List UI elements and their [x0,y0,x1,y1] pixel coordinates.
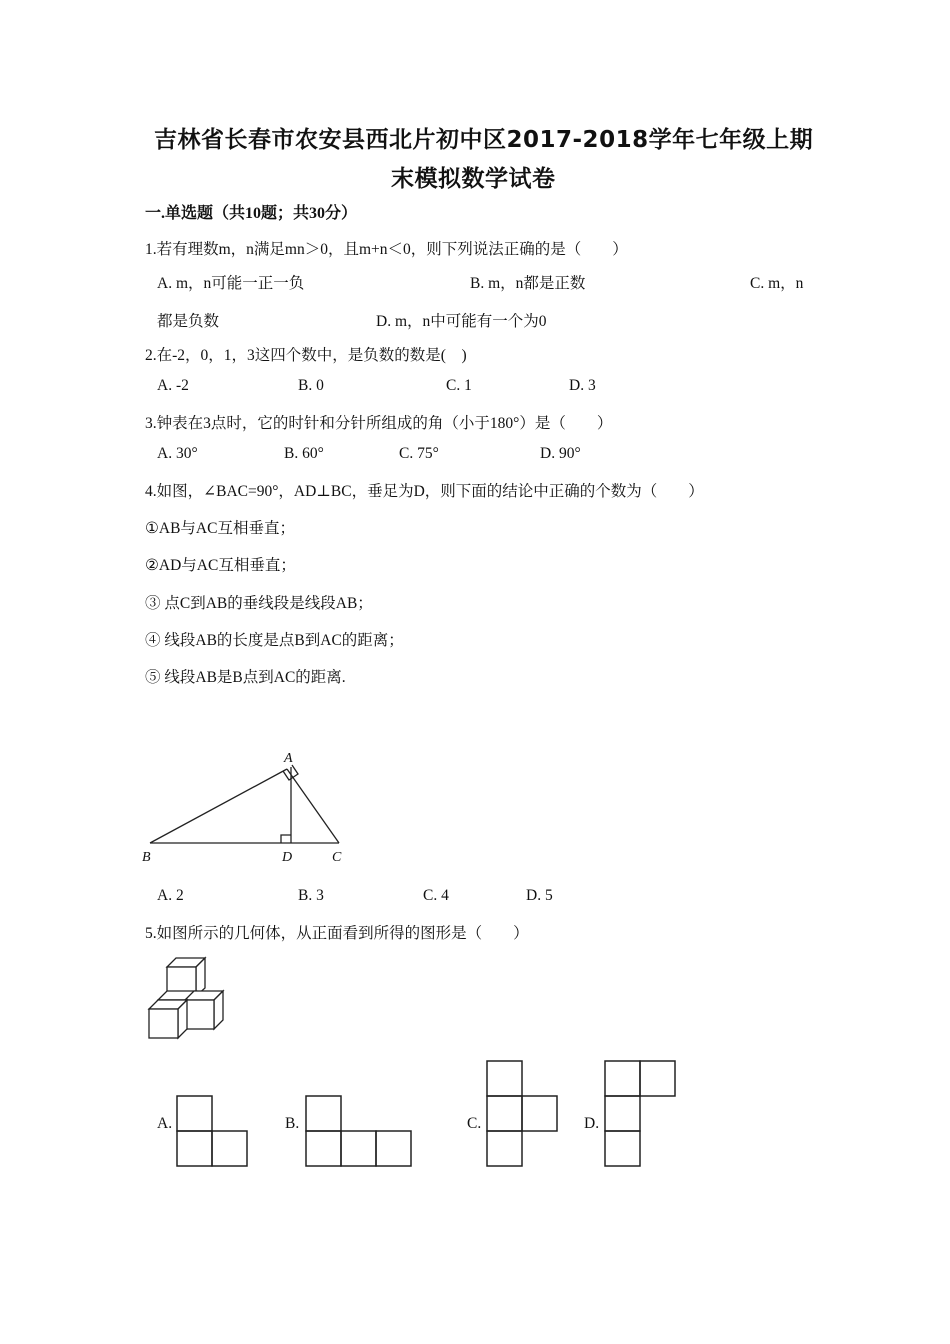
question-4-stem: 4.如图，∠BAC=90°，AD⊥BC，垂足为D，则下面的结论中正确的个数为（ ） [145,483,704,500]
question-1-option-c-cont[interactable]: 都是负数 [157,313,220,330]
question-2-option-d[interactable]: D. 3 [569,377,596,394]
question-5-option-b[interactable]: B. [285,1115,300,1132]
option-d-shape [605,1061,675,1166]
label-b: B [142,850,151,865]
label-d: D [282,850,293,865]
question-3-stem: 3.钟表在3点时，它的时针和分针所组成的角（小于180°）是（ ） [145,415,613,432]
option-c-shape [487,1061,557,1166]
question-4-statement-4: ④ 线段AB的长度是点B到AC的距离； [145,632,404,649]
question-2-option-c[interactable]: C. 1 [446,377,472,394]
question-4-option-c[interactable]: C. 4 [423,887,449,904]
question-1-option-d[interactable]: D. m，n中可能有一个为0 [376,313,547,330]
question-4-option-a[interactable]: A. 2 [157,887,184,904]
question-4-statement-2: ②AD与AC互相垂直； [145,557,296,574]
question-5-option-d[interactable]: D. [584,1115,600,1132]
label-c: C [332,850,342,865]
question-1-stem: 1.若有理数m，n满足mn＞0，且m+n＜0，则下列说法正确的是（ ） [145,241,628,258]
question-5-option-c[interactable]: C. [467,1115,482,1132]
question-5-stem: 5.如图所示的几何体，从正面看到所得的图形是（ ） [145,925,529,942]
page-title-line2: 末模拟数学试卷 [391,166,556,192]
question-5-option-a[interactable]: A. [157,1115,173,1132]
page-title-line1: 吉林省长春市农安县西北片初中区2017-2018学年七年级上期 [154,127,814,153]
question-1-option-c[interactable]: C. m，n [750,275,804,292]
option-b-shape [306,1096,411,1166]
question-3-option-d[interactable]: D. 90° [540,445,581,462]
question-4-statement-5: ⑤ 线段AB是B点到AC的距离. [145,669,346,686]
question-2-stem: 2.在-2，0，1，3这四个数中，是负数的数是( ) [145,347,467,364]
question-3-option-a[interactable]: A. 30° [157,445,198,462]
question-3-option-c[interactable]: C. 75° [399,445,439,462]
question-1-option-b[interactable]: B. m，n都是正数 [470,275,586,292]
section-heading: 一.单选题（共10题；共30分） [145,205,358,222]
question-3-option-b[interactable]: B. 60° [284,445,324,462]
question-4-option-b[interactable]: B. 3 [298,887,324,904]
question-4-statement-1: ①AB与AC互相垂直； [145,520,295,537]
question-2-option-a[interactable]: A. -2 [157,377,189,394]
question-4-option-d[interactable]: D. 5 [526,887,553,904]
label-a: A [284,751,293,766]
question-4-statement-3: ③ 点C到AB的垂线段是线段AB； [145,595,373,612]
question-1-option-a[interactable]: A. m，n可能一正一负 [157,275,305,292]
question-2-option-b[interactable]: B. 0 [298,377,324,394]
option-a-shape [177,1096,247,1166]
